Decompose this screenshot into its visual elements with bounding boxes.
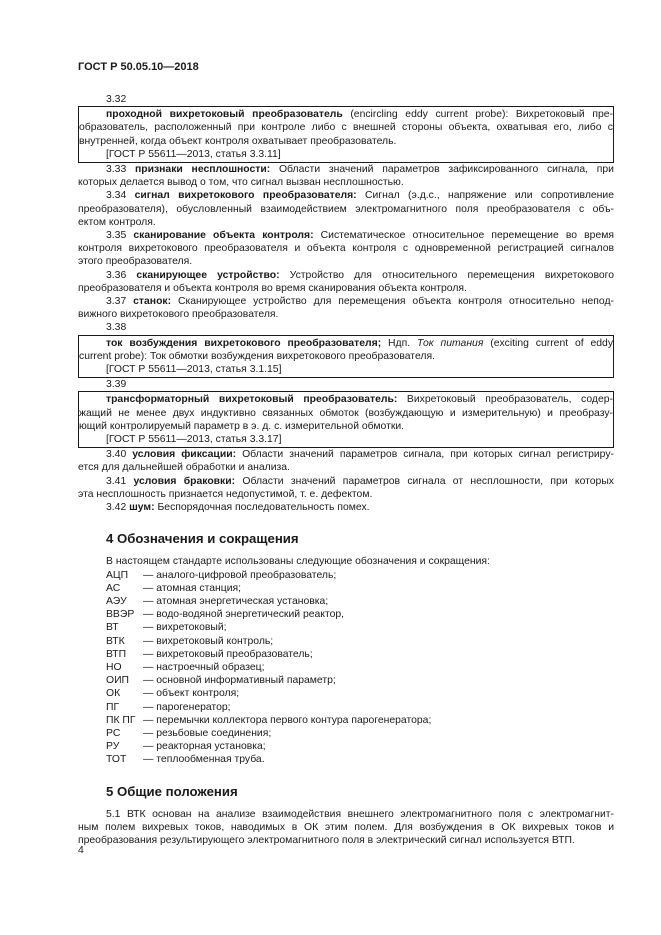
term-3-33-line1: 3.33 признаки несплошности: Области значений параметров зафиксированного сигнала, при — [106, 164, 614, 176]
abbreviation-key: ПК ПГ — [106, 714, 136, 726]
term-3-42-line1: 3.42 шум: Беспорядочная последовательность помех. — [106, 502, 370, 514]
abbreviation-definition: — водо-водяной энергетический реактор, — [143, 609, 345, 621]
term-3-39-line2: жащий не менее двух индуктивно связанных обмоток (возбуждающую и измерительную) и преобразу- — [79, 407, 613, 419]
term-3-40-title: условия фиксации: — [132, 449, 237, 461]
document-header: ГОСТ Р 50.05.10—2018 — [78, 61, 199, 73]
section-5-title: 5 Общие положения — [106, 783, 238, 799]
abbreviation-row — [106, 595, 614, 608]
abbreviation-row — [106, 621, 614, 634]
abbreviation-definition: — основной информативный параметр; — [143, 675, 336, 687]
term-3-32-title: проходной вихретоковый преобразователь — [106, 109, 343, 121]
term-3-41-line1: 3.41 условия браковки: Области значений параметров сигнала от несплошности, при которых — [106, 475, 614, 487]
term-3-35-line2: контроля вихретокового преобразователя и объекта контроля с одновременной регистрацией сигналов — [78, 243, 614, 255]
term-number-3-32: 3.32 — [106, 94, 127, 105]
section-4-title: 4 Обозначения и сокращения — [106, 531, 299, 547]
abbreviation-key: ОК — [106, 688, 121, 700]
term-3-32-line3: внутренней, когда объект контроля охватывает преобразователь. — [79, 135, 397, 147]
abbreviation-key: ВВЭР — [106, 609, 135, 621]
abbreviation-row — [106, 674, 614, 687]
abbreviation-key: АС — [106, 582, 121, 594]
term-3-37-line1: 3.37 станок: Сканирующее устройство для перемещения объекта контроля относительно непод- — [106, 296, 614, 308]
abbreviation-row — [106, 569, 614, 582]
abbreviation-row — [106, 714, 614, 727]
abbreviation-definition: — парогенератор; — [143, 701, 231, 713]
abbreviation-row — [106, 687, 614, 700]
term-3-33-title: признаки несплошности: — [134, 164, 271, 176]
term-3-36-line2: преобразователя и объекта контроля во время сканирования объекта контроля. — [78, 282, 467, 294]
section-5-p1-line1: 5.1 ВТК основан на анализе взаимодействия внешнего электромагнитного поля с электромагнит- — [106, 808, 614, 820]
abbreviation-key: НО — [106, 661, 122, 673]
abbreviation-key: ВТП — [106, 648, 127, 660]
abbreviation-definition: — вихретоковый контроль; — [143, 635, 274, 647]
abbreviation-definition: — теплообменная труба. — [143, 754, 265, 766]
term-3-41-line2: эта несплошность признается недопустимой, т. е. дефектом. — [78, 488, 373, 500]
abbreviation-key: ОИП — [106, 675, 130, 687]
term-box-3-38 — [78, 335, 614, 379]
abbreviation-key: ТОТ — [106, 754, 127, 766]
abbreviation-key: РУ — [106, 741, 120, 753]
abbreviation-definition: — вихретоковый преобразователь; — [143, 648, 313, 660]
abbreviation-row — [106, 753, 614, 766]
term-3-34-line3: ектом контроля. — [78, 216, 156, 228]
document-body — [78, 93, 614, 847]
term-3-38-ref: [ГОСТ Р 55611—2013, статья 3.1.15] — [106, 364, 282, 376]
term-3-36-line1: 3.36 сканирующее устройство: Устройство для относительного перемещения вихретокового — [106, 269, 614, 281]
term-3-32-line1: проходной вихретоковый преобразователь (encircling eddy current probe): Вихретоковый пре- — [106, 109, 613, 121]
abbreviation-row — [106, 740, 614, 753]
term-3-39-line3: ющий контролируемый параметр в э. д. с. измерительной обмотки. — [79, 420, 405, 432]
term-box-3-32 — [78, 106, 614, 163]
abbreviation-row — [106, 582, 614, 595]
section-5-p1-line3: преобразования результирующего электромагнитного поля в электрический сигнал используется ВТП. — [78, 834, 575, 846]
abbreviation-key: АЦП — [106, 569, 129, 581]
term-3-41-title: условия браковки: — [133, 475, 236, 487]
term-3-35-title: сканирование объекта контроля: — [133, 230, 314, 242]
abbreviation-key: ВТ — [106, 622, 119, 634]
term-3-39-ref: [ГОСТ Р 55611—2013, статья 3.3.17] — [106, 434, 282, 446]
term-3-36-title: сканирующее устройство: — [136, 269, 280, 281]
term-3-32-line2: образователь, расположенный при контроле либо с внешней стороны объекта, охватывая его, либо с — [79, 122, 613, 134]
abbreviation-definition: — атомная станция; — [143, 582, 242, 594]
abbreviation-row — [106, 701, 614, 714]
abbreviation-definition: — объект контроля; — [143, 688, 240, 700]
abbreviation-definition: — реакторная установка; — [143, 741, 266, 753]
term-3-34-line1: 3.34 сигнал вихретокового преобразователя: Сигнал (э.д.с., напряжение или сопротивление — [106, 190, 614, 202]
section-4-intro: В настоящем стандарте использованы следующие обозначения и сокращения: — [106, 556, 490, 568]
term-3-39-title: трансформаторный вихретоковый преобразователь: — [106, 394, 398, 406]
abbreviation-definition: — резьбовые соединения; — [143, 727, 272, 739]
term-3-34-line2: преобразователя), обусловленный взаимодействием электромагнитного поля преобразователя с объ- — [78, 203, 614, 215]
abbreviation-key: РС — [106, 727, 121, 739]
term-number-3-39: 3.39 — [106, 379, 127, 391]
term-3-38-line2: current probe): Ток обмотки возбуждения вихретокового преобразователя. — [79, 350, 435, 362]
abbreviation-row — [106, 727, 614, 740]
abbreviation-key: АЭУ — [106, 595, 127, 607]
term-3-34-title: сигнал вихретокового преобразователя: — [134, 190, 357, 202]
term-3-37-title: станок: — [133, 296, 172, 308]
term-3-40-line2: ется для дальнейшей обработки и анализа. — [78, 462, 290, 474]
abbreviation-row — [106, 608, 614, 621]
term-box-3-39 — [78, 391, 614, 448]
term-3-40-line1: 3.40 условия фиксации: Области значений параметров сигнала, при которых сигнал регистриру- — [106, 449, 614, 461]
term-3-32-ref: [ГОСТ Р 55611—2013, статья 3.3.11] — [106, 148, 281, 160]
term-number-3-38: 3.38 — [106, 322, 127, 334]
term-3-39-line1: трансформаторный вихретоковый преобразователь: Вихретоковый преобразователь, содер- — [106, 394, 613, 406]
abbreviation-definition: — перемычки коллектора первого контура парогенератора; — [143, 714, 432, 726]
page-number: 4 — [78, 845, 84, 856]
abbreviation-definition: — атомная энергетическая установка; — [143, 595, 329, 607]
term-3-33-line2: которых делается вывод о том, что сигнал вызван несплошностью. — [78, 177, 404, 189]
term-3-37-line2: вижного вихретокового преобразователя. — [78, 309, 279, 321]
term-3-35-line3: этого преобразователя. — [78, 256, 193, 268]
abbreviation-key: ПГ — [106, 701, 120, 713]
abbreviation-row — [106, 648, 614, 661]
abbreviation-row — [106, 635, 614, 648]
abbreviation-row — [106, 661, 614, 674]
section-5-p1-line2: ным полем вихревых токов, наводимых в ОК этим полем. Для возбуждения в ОК вихревых токов и — [78, 821, 614, 833]
term-3-38-title: ток возбуждения вихретокового преобразователя; — [106, 337, 382, 349]
abbreviation-definition: — аналого-цифровой преобразователь; — [143, 569, 337, 581]
abbreviation-list — [78, 569, 614, 767]
term-3-35-line1: 3.35 сканирование объекта контроля: Систематическое относительное перемещение во время — [106, 230, 615, 242]
abbreviation-key: ВТК — [106, 635, 125, 647]
abbreviation-definition: — вихретоковый; — [143, 622, 227, 634]
term-3-38-line1: ток возбуждения вихретокового преобразователя; Ндп. Ток питания (exciting current of eddy — [106, 337, 614, 349]
term-3-42-title: шум: — [129, 502, 155, 514]
abbreviation-definition: — настроечный образец; — [143, 661, 265, 673]
